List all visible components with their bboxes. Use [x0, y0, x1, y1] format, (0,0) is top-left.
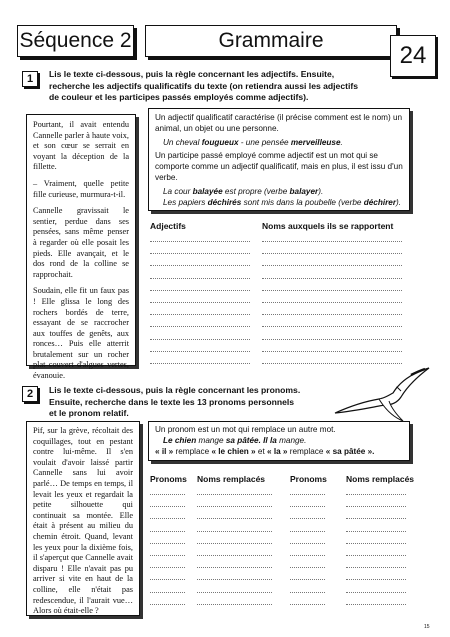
answer-line[interactable]: [150, 302, 250, 303]
answer-line[interactable]: [346, 567, 406, 568]
answer-line[interactable]: [346, 604, 406, 605]
answer-line[interactable]: [346, 518, 406, 519]
pronoun-rule-example: Le chien mange sa pâtée. Il la mange.: [163, 435, 307, 445]
answer-line[interactable]: [150, 278, 250, 279]
column-header-noms-remplaces-2: Noms remplacés: [346, 474, 415, 484]
page-number: 15: [424, 624, 430, 630]
answer-line[interactable]: [197, 579, 272, 580]
answer-line[interactable]: [150, 604, 185, 605]
answer-line[interactable]: [150, 351, 250, 352]
answer-line[interactable]: [150, 494, 185, 495]
answer-line[interactable]: [262, 265, 402, 266]
column-header-noms: Noms auxquels ils se rapportent: [262, 221, 394, 231]
answer-line[interactable]: [262, 351, 402, 352]
answer-line[interactable]: [290, 567, 325, 568]
answer-line[interactable]: [290, 555, 325, 556]
rule-example-1: Un cheval fougueux - une pensée merveilleuse.: [163, 137, 343, 147]
sequence-label: Séquence 2: [19, 29, 132, 52]
answer-line[interactable]: [150, 290, 250, 291]
answer-line[interactable]: [262, 278, 402, 279]
answer-line[interactable]: [290, 506, 325, 507]
answer-line[interactable]: [262, 290, 402, 291]
answer-line[interactable]: [262, 241, 402, 242]
adjective-rule-box: Un adjectif qualificatif caractérise (il précise comment est le nom) un animal, un objet ou une personne. Un cheval fougueux - une pensée merveilleuse. Un participe passé employé comme adjectif est un mot qui se comporte comme un adjectif qualificatif, mais en plus, il est issu d'un verbe. La cour balayée est propre (verbe balayer). Les papiers déchirés sont mis dans la poubelle (verbe déchirer).: [148, 108, 410, 211]
answer-line[interactable]: [197, 543, 272, 544]
answer-line[interactable]: [262, 253, 402, 254]
column-header-pronoms-2: Pronoms: [290, 474, 327, 484]
answer-line[interactable]: [197, 604, 272, 605]
answer-line[interactable]: [262, 363, 402, 364]
answer-line[interactable]: [197, 567, 272, 568]
answer-line[interactable]: [150, 531, 185, 532]
answer-line[interactable]: [262, 326, 402, 327]
answer-line[interactable]: [346, 555, 406, 556]
answer-line[interactable]: [150, 506, 185, 507]
answer-line[interactable]: [150, 326, 250, 327]
answer-line[interactable]: [290, 579, 325, 580]
answer-line[interactable]: [346, 592, 406, 593]
page-badge-number: 24: [390, 35, 436, 77]
answer-line[interactable]: [290, 604, 325, 605]
exercise-2-number: 2: [22, 386, 38, 402]
answer-line[interactable]: [262, 314, 402, 315]
title-box: [145, 25, 397, 57]
answer-line[interactable]: [290, 592, 325, 593]
rule-example-3: Les papiers déchirés sont mis dans la poubelle (verbe déchirer).: [163, 197, 402, 207]
answer-line[interactable]: [262, 302, 402, 303]
rule-example-2: La cour balayée est propre (verbe balayer).: [163, 186, 324, 196]
answer-line[interactable]: [197, 506, 272, 507]
answer-line[interactable]: [197, 518, 272, 519]
answer-line[interactable]: [150, 518, 185, 519]
answer-line[interactable]: [150, 314, 250, 315]
answer-line[interactable]: [290, 543, 325, 544]
sequence-box: [17, 25, 134, 57]
page-title: Grammaire: [218, 29, 324, 52]
exercise-1-text: Pourtant, il avait entendu Cannelle parler à haute voix, et son cœur se serrait en voyant la déception de la fillette. – Vraiment, quelle petite fille curieuse, murmura-t-il. Cannelle gravissait le sentier, perdue dans ses pensées, sans même penser à regarder où elle posait les pieds. Elle avançait, et le dos rond de la colline se rapprochait. Soudain, elle fit un faux pas ! Elle glissa le long des rochers bordés de terre, essayant de se raccrocher aux touffes de genêts, aux ronces… Puis elle atterrit brutalement sur un rocher plat couvert d'algues vertes, évanouie.: [26, 114, 136, 366]
answer-line[interactable]: [150, 543, 185, 544]
answer-line[interactable]: [290, 518, 325, 519]
answer-line[interactable]: [150, 339, 250, 340]
answer-line[interactable]: [150, 363, 250, 364]
answer-line[interactable]: [290, 494, 325, 495]
answer-line[interactable]: [262, 339, 402, 340]
answer-line[interactable]: [197, 592, 272, 593]
pronoun-rule-replacement: « il » remplace « le chien » et « la » remplace « sa pâtée ».: [155, 446, 375, 456]
answer-line[interactable]: [150, 579, 185, 580]
answer-line[interactable]: [197, 494, 272, 495]
answer-line[interactable]: [346, 531, 406, 532]
pronoun-rule-box: Un pronom est un mot qui remplace un autre mot. Le chien mange sa pâtée. Il la mange. « il » remplace « le chien » et « la » remplace « sa pâtée ».: [148, 421, 410, 461]
answer-line[interactable]: [346, 579, 406, 580]
answer-line[interactable]: [346, 506, 406, 507]
answer-line[interactable]: [150, 253, 250, 254]
seagull-icon: [333, 365, 433, 425]
answer-line[interactable]: [150, 241, 250, 242]
exercise-2-instruction: Lis le texte ci-dessous, puis la règle concernant les pronoms. Ensuite, recherche dans le texte les 13 pronoms personnels et le pronom relatif.: [49, 385, 301, 418]
answer-line[interactable]: [197, 555, 272, 556]
answer-line[interactable]: [197, 531, 272, 532]
column-header-pronoms-1: Pronoms: [150, 474, 187, 484]
exercise-1-instruction: Lis le texte ci-dessous, puis la règle concernant les adjectifs. Ensuite, recherche les adjectifs qualificatifs du texte (on retiendra aussi les adjectifs de couleur et les participes passés employés comme adjectifs).: [49, 69, 359, 102]
column-header-adjectifs: Adjectifs: [150, 221, 186, 231]
answer-line[interactable]: [150, 555, 185, 556]
answer-line[interactable]: [346, 543, 406, 544]
answer-line[interactable]: [150, 567, 185, 568]
answer-line[interactable]: [150, 592, 185, 593]
column-header-noms-remplaces-1: Noms remplacés: [197, 474, 266, 484]
answer-line[interactable]: [346, 494, 406, 495]
exercise-1-number: 1: [22, 71, 38, 87]
answer-line[interactable]: [290, 531, 325, 532]
answer-line[interactable]: [150, 265, 250, 266]
exercise-2-text: Pif, sur la grève, récoltait des coquillages, tout en pestant contre lui-même. Il s'en voulait d'avoir laissé partir Cannelle sans lui avoir parlé… De temps en temps, il levait les yeux et regardait la petite silhouette qui continuait sa montée. Elle était à présent au milieu du chemin étroit. Quand, levant les yeux pour la dixième fois, il s'aperçut que Cannelle avait disparu ! Elle n'avait pas pu arriver si vite en haut de la colline, elle n'était pas redescendue, il l'aurait vue… Alors où était-elle ?: [26, 421, 140, 616]
